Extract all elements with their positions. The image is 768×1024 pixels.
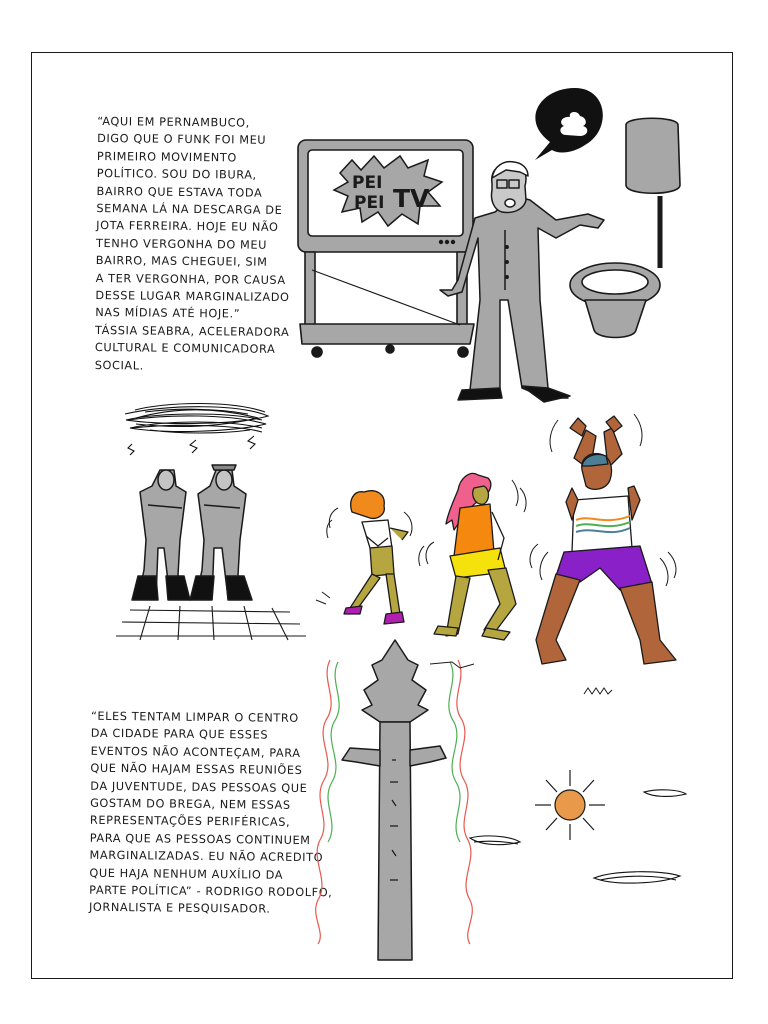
quote-line: “ELES TENTAM LIMPAR O CENTRO bbox=[90, 709, 299, 725]
quote-line: SOCIAL. bbox=[94, 358, 144, 373]
quote-line: QUE HAJA NENHUM AUXÍLIO DA bbox=[89, 866, 284, 882]
quote-line: JOTA FERREIRA. HOJE EU NÃO bbox=[96, 219, 279, 235]
dancer-pink-hair bbox=[434, 473, 516, 640]
dancer-orange-hair bbox=[344, 491, 408, 624]
quote-line: QUE NÃO HAJAM ESSAS REUNIÕES bbox=[90, 761, 303, 778]
quote-line: “AQUI EM PERNAMBUCO, bbox=[97, 114, 250, 130]
quote-line: REPRESENTAÇÕES PERIFÉRICAS, bbox=[89, 814, 291, 830]
quote-line: A TER VERGONHA, POR CAUSA bbox=[95, 271, 286, 287]
sun bbox=[535, 770, 605, 840]
quote-line: TÁSSIA SEABRA, ACELERADORA bbox=[95, 323, 290, 339]
quote-line: BAIRRO QUE ESTAVA TODA bbox=[96, 184, 263, 200]
quote-line: EVENTOS NÃO ACONTEÇAM, PARA bbox=[90, 744, 301, 760]
tv-word-pei-2: PEI bbox=[354, 193, 385, 213]
quote-line: JORNALISTA E PESQUISADOR. bbox=[88, 901, 271, 917]
quote-line: SEMANA LÁ NA DESCARGA DE bbox=[96, 202, 283, 217]
monument-tower bbox=[342, 640, 446, 960]
quote-line: DA JUVENTUDE, DAS PESSOAS QUE bbox=[90, 779, 308, 795]
quote-line: DIGO QUE O FUNK FOI MEU bbox=[97, 132, 267, 148]
dancer-cap-man bbox=[536, 416, 676, 664]
toilet bbox=[570, 118, 680, 337]
speech-bubble-poop bbox=[535, 88, 603, 160]
quote-line: GOSTAM DO BREGA, NEM ESSAS bbox=[90, 796, 291, 812]
quote-line: MARGINALIZADAS. EU NÃO ACREDITO bbox=[89, 848, 324, 865]
tv-word-pei-1: PEI bbox=[352, 173, 383, 193]
quote-line: PRIMEIRO MOVIMENTO bbox=[96, 149, 237, 165]
police-officers bbox=[132, 465, 252, 600]
quote-line: DESSE LUGAR MARGINALIZADO bbox=[95, 289, 290, 305]
quote-line: POLÍTICO. SOU DO IBURA, bbox=[96, 167, 257, 182]
dark-storm-cloud bbox=[125, 404, 268, 456]
tv-word-tv: TV bbox=[393, 184, 430, 213]
quote-line: DA CIDADE PARA QUE ESSES bbox=[90, 727, 269, 742]
quote-line: NAS MÍDIAS ATÉ HOJE.” bbox=[95, 306, 241, 321]
tiled-floor bbox=[116, 606, 306, 640]
quote-line: PARTE POLÍTICA” - RODRIGO RODOLFO, bbox=[89, 883, 333, 900]
quote-line: PARA QUE AS PESSOAS CONTINUEM bbox=[89, 831, 311, 847]
quote-line: BAIRRO, MAS CHEGUEI, SIM bbox=[95, 254, 268, 270]
quote-line: CULTURAL E COMUNICADORA bbox=[94, 341, 276, 357]
quote-line: TENHO VERGONHA DO MEU bbox=[95, 236, 268, 252]
